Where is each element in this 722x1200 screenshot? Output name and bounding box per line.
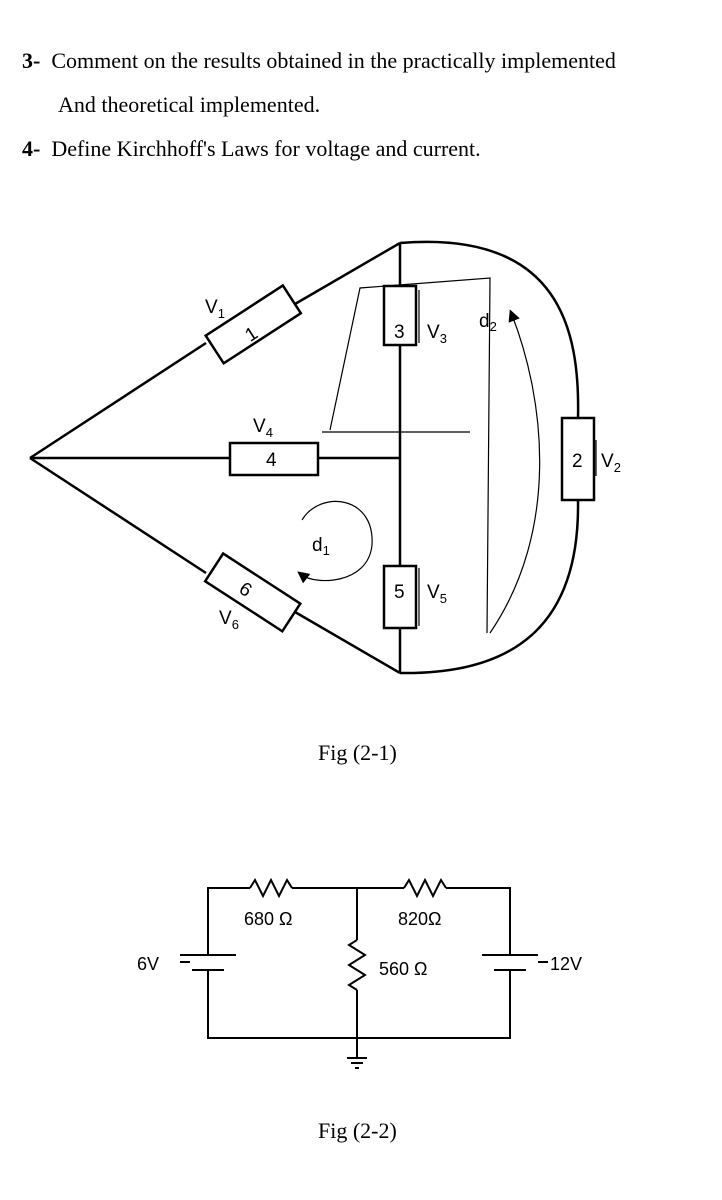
label-v3: $V_3$	[427, 322, 447, 346]
label-r6-num: 6	[234, 578, 256, 602]
fig-2-1-caption: Fig (2-1)	[318, 740, 397, 765]
label-v5: $V_5$	[427, 582, 447, 606]
label-r4-num: 4	[266, 450, 277, 471]
label-r1-num: 1	[241, 323, 262, 347]
label-680-ohm: 680 Ω	[244, 909, 293, 929]
label-820-ohm: 820Ω	[398, 909, 442, 929]
label-560-ohm: 560 Ω	[379, 959, 428, 979]
label-v4: $V_4$	[253, 416, 273, 440]
fig-2-2-caption: Fig (2-2)	[318, 1118, 397, 1143]
question-4-number: 4-	[22, 136, 41, 161]
label-d2: $d_2$	[479, 311, 497, 334]
question-4-text: Define Kirchhoff's Laws for voltage and current.	[51, 136, 481, 161]
label-v6: $V_6$	[219, 608, 239, 632]
label-r2-num: 2	[572, 451, 583, 472]
question-3-number: 3-	[22, 48, 41, 73]
resistor-680-zigzag	[250, 880, 292, 896]
label-12v: 12V	[550, 954, 583, 974]
question-3-text: Comment on the results obtained in the practically implemented	[51, 48, 616, 73]
label-r5-num: 5	[394, 582, 405, 603]
label-6v: 6V	[137, 954, 160, 974]
wire-bottom-rail	[208, 970, 510, 1038]
wire-top-mid-left	[292, 888, 357, 900]
question-3-text-cont: And theoretical implemented.	[58, 92, 321, 117]
resistor-560-zigzag	[349, 940, 365, 990]
label-r3-num: 3	[394, 322, 405, 343]
wire-right-top	[446, 888, 510, 955]
label-v1: $V_1$	[205, 297, 225, 321]
label-d1: $d_1$	[312, 535, 330, 558]
resistor-820-zigzag	[404, 880, 446, 896]
label-v2: $V_2$	[601, 451, 621, 475]
